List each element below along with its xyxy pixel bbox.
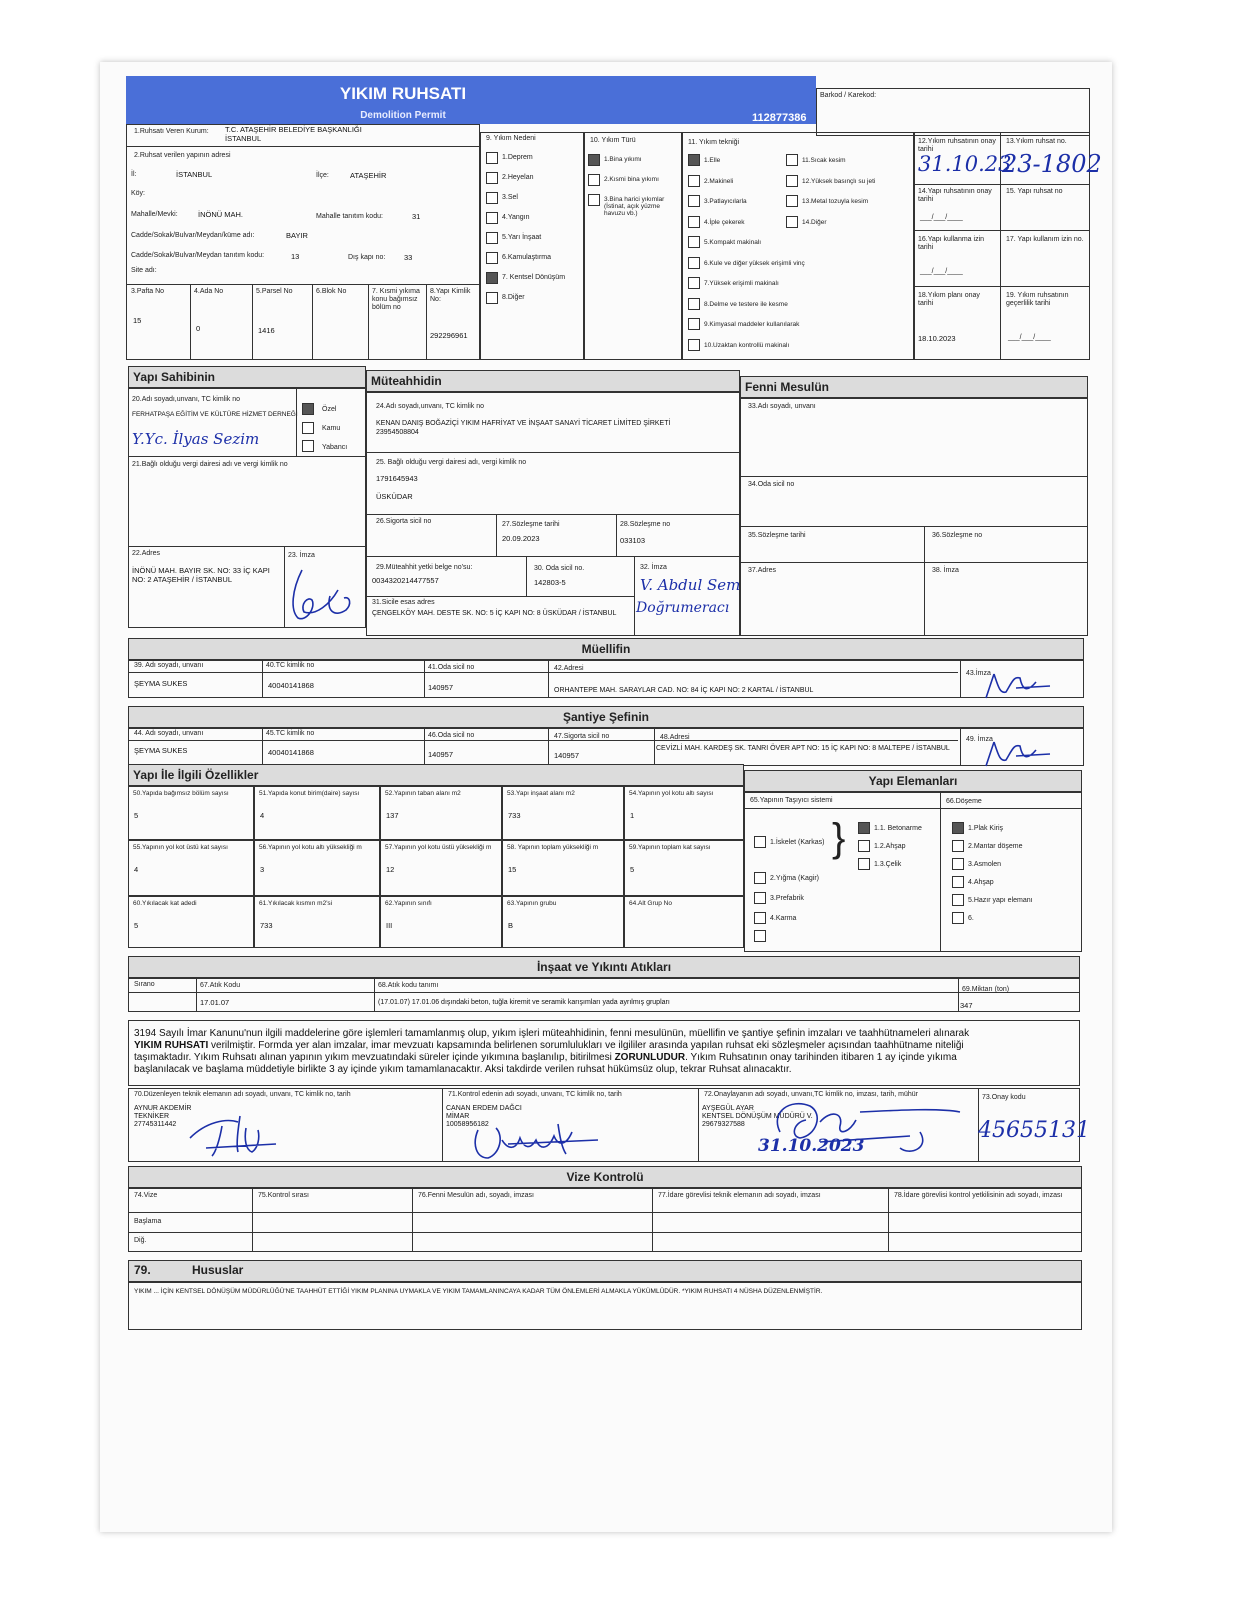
ozellik-cell-value: B (508, 921, 514, 930)
doseme-item: 5.Hazır yapı elemanı (968, 897, 1033, 904)
tasiyici-checkbox[interactable] (754, 892, 766, 904)
f14-blank: ___/___/____ (920, 214, 963, 221)
tasiyici-item: 2.Yığma (Kagir) (770, 875, 820, 882)
f45-value: 40040141868 (268, 748, 314, 757)
iskelet-sub-item: 1.2.Ahşap (874, 843, 906, 850)
ozellik-cell-label: 55.Yapının yol kot üstü kat sayısı (133, 844, 228, 851)
f17-label: 17. Yapı kullanım izin no. (1006, 236, 1084, 243)
f72-title: KENTSEL DÖNÜŞÜM MÜDÜRÜ V. (702, 1113, 813, 1120)
nedeni-block (480, 132, 584, 360)
f46-label: 46.Oda sicil no (428, 732, 475, 739)
mahalle-value: İNÖNÜ MAH. (198, 210, 243, 219)
ozellik-cell-value: 4 (260, 811, 265, 820)
teknik-item: 2.Makineli (704, 177, 734, 185)
f18-value: 18.10.2023 (918, 334, 956, 343)
f39-label: 39. Adı soyadı, unvanı (134, 662, 204, 669)
ada-value: 0 (196, 324, 201, 333)
f21-label: 21.Bağlı olduğu vergi dairesi adı ve vergi kimlik no (132, 461, 288, 468)
tasiyici-checkbox[interactable] (754, 872, 766, 884)
teknik-item: 4.İple çekerek (704, 218, 745, 226)
nedeni-item: 8.Diğer (502, 294, 525, 301)
f68-value: (17.01.07) 17.01.06 dışındaki beton, tuğla kiremit ve seramik karışımları yada ayrılmış grupları (378, 999, 670, 1006)
f2-label: 2.Ruhsat verilen yapının adresi (134, 152, 231, 159)
cadde-kod-label: Cadde/Sokak/Bulvar/Meydan tanıtım kodu: (131, 252, 265, 259)
doseme-item: 6. (968, 915, 974, 922)
kamu-label: Kamu (322, 425, 341, 432)
f71-name: CANAN ERDEM DAĞCI (446, 1105, 522, 1112)
statement-line-4: başlanılacak ve başlama müddetiyle birlikte 3 ay içinde yıkım tamamlanacaktır. Aksi takdirde verilen ruhsat hükümsüz olup, tekrar Ruhsat alınacaktır. (134, 1064, 792, 1075)
ozellik-cell-value: 4 (134, 865, 139, 874)
f1-label: 1.Ruhsatı Veren Kurum: (134, 128, 209, 135)
owner-signature (282, 560, 362, 626)
f32-handwritten-1: V. Abdul Sem (640, 576, 741, 594)
santiye-signature (976, 736, 1056, 770)
f13-handwritten: 23-1802 (1002, 150, 1102, 178)
ilce-value: ATAŞEHİR (350, 171, 387, 180)
ada-label: 4.Ada No (194, 288, 224, 295)
teknik-right-item: 12.Yüksek basınçlı su jeti (802, 177, 876, 185)
nedeni-item: 1.Deprem (502, 154, 533, 161)
statement-line-3a: taşımaktadır. Yıkım Ruhsatı alınan yapının yıkım mevzuatındaki süreler içinde yıkımına başlanılıp, bitirilmesi (134, 1052, 615, 1063)
teknik-right-checkbox[interactable] (786, 175, 798, 187)
pafta-value: 15 (133, 316, 142, 325)
statement-line-2-text: verilmiştir. Formda yer alan imzalar, imar mevzuatı kapsamında belirlenen sorumlulukları ve ilgililer arasında yapılan ruhsat eki sözleşmeler açısından taahhütname niteliği (208, 1040, 964, 1051)
ozellik-cell-label: 61.Yıkılacak kısmın m2'si (259, 900, 333, 907)
f22-value: İNÖNÜ MAH. BAYIR SK. NO: 33 İÇ KAPI NO: 2 ATAŞEHİR / İSTANBUL (132, 566, 270, 584)
f26-label: 26.Sigorta sicil no (376, 518, 432, 525)
f73-handwritten: 45655131 (978, 1118, 1090, 1143)
nedeni-checkbox[interactable] (486, 272, 498, 284)
nedeni-checkbox[interactable] (486, 172, 498, 184)
site-label: Site adı: (131, 267, 157, 274)
yabanci-label: Yabancı (322, 444, 348, 451)
f35-label: 35.Sözleşme tarihi (748, 532, 806, 539)
iskelet-label: 1.İskelet (Karkas) (770, 839, 825, 846)
f47-value: 140957 (554, 751, 580, 760)
turu-checkbox[interactable] (588, 174, 600, 186)
sahip-header: Yapı Sahibinin (128, 366, 366, 388)
kamu-checkbox[interactable] (302, 422, 314, 434)
teknik-right-item: 11.Sıcak kesim (802, 157, 846, 164)
doseme-checkbox[interactable] (952, 912, 964, 924)
statement-line-3b: . Yıkım Ruhsatının onay tarihinden itibaren 1 ay içinde yıkıma (685, 1052, 957, 1063)
nedeni-item: 4.Yangın (502, 214, 530, 221)
teknik-checkbox[interactable] (688, 216, 700, 228)
teknik-right-checkbox[interactable] (786, 195, 798, 207)
teknik-checkbox[interactable] (688, 298, 700, 310)
tasiyici-item: 3.Prefabrik (770, 895, 804, 902)
ozellik-cell-label: 51.Yapıda konut birim(daire) sayısı (259, 790, 360, 797)
f42-label: 42.Adresi (554, 665, 584, 672)
f36-label: 36.Sözleşme no (932, 532, 983, 539)
ozellik-cell-value: 733 (508, 811, 521, 820)
f13-label: 13.Yıkım ruhsat no. (1006, 138, 1067, 145)
f16-label: 16.Yapı kullanma izin tarihi (918, 236, 985, 251)
ozellik-cell-label: 64.Alt Grup No (629, 900, 672, 907)
f19-label: 19. Yıkım ruhsatının geçerlilik tarihi (1006, 292, 1069, 307)
f48-value: CEVİZLİ MAH. KARDEŞ SK. TANRI ÖVER APT NO: 15 İÇ KAPI NO: 8 MALTEPE / İSTANBUL (656, 745, 950, 752)
atiklar-header: İnşaat ve Yıkıntı Atıkları (128, 956, 1080, 978)
nedeni-item: 3.Sel (502, 194, 518, 201)
nedeni-checkbox[interactable] (486, 232, 498, 244)
turu-item: 2.Kısmi bina yıkımı (604, 176, 659, 183)
ozellik-cell-label: 56.Yapının yol kotu altı yüksekliği m (259, 844, 362, 851)
f72-name: AYŞEGÜL AYAR (702, 1105, 754, 1112)
kimlik-label: 8.Yapı Kimlik No: (430, 288, 471, 303)
nedeni-item: 5.Yarı İnşaat (502, 234, 542, 241)
ozel-label: Özel (322, 406, 337, 413)
f74-label: 74.Vize (134, 1192, 158, 1199)
ozel-checkbox[interactable] (302, 403, 314, 415)
form-subtitle: Demolition Permit (360, 110, 446, 121)
teknik-item: 8.Delme ve testere ile kesme (704, 300, 788, 308)
hususlar-header (128, 1260, 1082, 1282)
vize-row-baslama: Başlama (134, 1218, 162, 1225)
f34-label: 34.Oda sicil no (748, 481, 795, 488)
f44-label: 44. Adı soyadı, unvanı (134, 730, 204, 737)
teknik-checkbox[interactable] (688, 257, 700, 269)
doseme-checkbox[interactable] (952, 822, 964, 834)
f78-label: 78.İdare görevlisi kontrol yetkilisinin adı soyadı, imzası (894, 1192, 1063, 1199)
f20-value: FERHATPAŞA EĞİTİM VE KÜLTÜRE HİZMET DERNEĞİ (132, 411, 298, 418)
f38-label: 38. İmza (932, 567, 959, 574)
f29-label: 29.Müteahhit yetki belge no'su: (376, 564, 473, 571)
statement-text (134, 1028, 1078, 1076)
turu-item: 3.Bina harici yıkımlar (İstinat, açık yüzme havuzu vb.) (604, 196, 665, 217)
f49-label: 49. İmza (966, 736, 993, 743)
f70-name: AYNUR AKDEMİR (134, 1105, 192, 1112)
statement-bold-2: ZORUNLUDUR (614, 1052, 686, 1063)
iskelet-sub-item: 1.3.Çelik (874, 861, 902, 868)
doseme-checkbox[interactable] (952, 840, 964, 852)
f41-label: 41.Oda sicil no (428, 664, 475, 671)
ozellik-cell-value: 733 (260, 921, 273, 930)
muellif-signature (976, 668, 1056, 702)
f72-date-handwritten: 31.10.2023 (758, 1136, 865, 1156)
iskelet-sub-checkbox[interactable] (858, 840, 870, 852)
ilce-label: İlçe: (316, 172, 329, 179)
f70-title: TEKNİKER (134, 1113, 170, 1120)
f40-label: 40.TC kimlik no (266, 662, 315, 669)
doseme-checkbox[interactable] (952, 858, 964, 870)
f32-handwritten-2: Doğrumeracı (636, 600, 730, 616)
hususlar-title: Hususlar (192, 1263, 244, 1277)
il-label: İl: (131, 171, 137, 178)
nedeni-checkbox[interactable] (486, 252, 498, 264)
form-title: YIKIM RUHSATI (339, 84, 467, 103)
f40-value: 40040141868 (268, 681, 314, 690)
statement-bold-1: YIKIM RUHSATI (134, 1040, 209, 1051)
doseme-item: 2.Mantar döşeme (968, 843, 1023, 850)
ozellik-cell-label: 57.Yapının yol kotu üstü yüksekliği m (385, 844, 492, 851)
f29-value: 0034320214477557 (372, 576, 439, 585)
f73-label: 73.Onay kodu (982, 1094, 1026, 1101)
f28-label: 28.Sözleşme no (620, 521, 671, 528)
f70-id: 27745311442 (134, 1121, 177, 1128)
vize-row-diger: Diğ. (134, 1237, 147, 1244)
f45-label: 45.TC kimlik no (266, 730, 315, 737)
ozellik-cell-label: 50.Yapıda bağımsız bölüm sayısı (133, 790, 229, 797)
ozellik-cell-label: 59.Yapının toplam kat sayısı (629, 844, 711, 851)
f27-value: 20.09.2023 (502, 534, 540, 543)
parsel-label: 5.Parsel No (256, 288, 293, 295)
kismi-label: 7. Kısmi yıkıma konu bağımsız bölüm no (372, 288, 420, 311)
ozellik-cell-label: 60.Yıkılacak kat adedi (133, 900, 197, 907)
doseme-item: 3.Asmolen (968, 861, 1002, 868)
f14-label: 14.Yapı ruhsatının onay tarihi (918, 188, 992, 203)
nedeni-label: 9. Yıkım Nedeni (486, 135, 536, 142)
f32-label: 32. İmza (640, 564, 667, 571)
statement-line-2 (134, 1040, 1078, 1052)
ozellik-cell-label: 54.Yapının yol kotu altı sayısı (629, 790, 714, 797)
f65-label: 65.Yapının Taşıyıcı sistemi (750, 797, 833, 804)
f15-label: 15. Yapı ruhsat no (1006, 188, 1063, 195)
f67-label: 67.Atık Kodu (200, 982, 241, 989)
dis-kapi-label: Dış kapı no: (348, 254, 386, 261)
elemanlar-header: Yapı Elemanları (744, 770, 1082, 792)
turu-block (584, 132, 682, 360)
tasiyici-item: 4.Karma (770, 915, 797, 922)
ozellik-cell-label: 53.Yapı inşaat alanı m2 (507, 790, 575, 797)
f12-label: 12.Yıkım ruhsatının onay tarihi (918, 138, 996, 153)
ozellik-cell-label: 63.Yapının grubu (507, 900, 557, 907)
f19-blank: ___/___/____ (1008, 334, 1051, 341)
f27-label: 27.Sözleşme tarihi (502, 521, 560, 528)
santiye-header: Şantiye Şefinin (128, 706, 1084, 728)
turu-label: 10. Yıkım Türü (590, 137, 636, 144)
f42-value: ORHANTEPE MAH. SARAYLAR CAD. NO: 84 İÇ KAPI NO: 2 KARTAL / İSTANBUL (554, 687, 814, 694)
hususlar-number: 79. (134, 1263, 151, 1277)
teknik-checkbox[interactable] (688, 277, 700, 289)
turu-checkbox[interactable] (588, 154, 600, 166)
f39-value: ŞEYMA SUKES (134, 679, 188, 688)
teknik-checkbox[interactable] (688, 236, 700, 248)
f22-label: 22.Adres (132, 550, 161, 557)
f70-label: 70.Düzenleyen teknik elemanın adı soyadı, unvanı, TC kimlik no, tarih (134, 1091, 351, 1098)
mahalle-kod-value: 31 (412, 212, 421, 221)
iskelet-sub-checkbox[interactable] (858, 822, 870, 834)
teknik-item: 6.Kule ve diğer yüksek erişimli vinç (704, 259, 805, 267)
f47-label: 47.Sigorta sicil no (554, 733, 610, 740)
brace-symbol: } (832, 816, 846, 860)
teknik-checkbox[interactable] (688, 195, 700, 207)
ozellik-cell-value: 5 (134, 811, 139, 820)
ozellik-cell-label: 62.Yapının sınıfı (385, 900, 432, 907)
statement-line-1: 3194 Sayılı İmar Kanunu'nun ilgili maddelerine göre işlemleri tamamlanmış olup, yıkım işleri müteahhidinin, fenni mesulünün, müellifin ve şantiye şefinin imzaları ve taahhütnameleri alınarak (134, 1028, 970, 1039)
cadde-label: Cadde/Sokak/Bulvar/Meydan/küme adı: (131, 232, 255, 239)
mahalle-kod-label: Mahalle tanıtım kodu: (316, 213, 383, 220)
il-value: İSTANBUL (176, 170, 213, 179)
sirano-label: Sırano (134, 981, 155, 988)
teknik-right-checkbox[interactable] (786, 154, 798, 166)
ozellik-cell-value: 5 (134, 921, 139, 930)
teknik-item: 7.Yüksek erişimli makinalı (704, 280, 779, 287)
iskelet-sub-checkbox[interactable] (858, 858, 870, 870)
ozellik-cell-label: 52.Yapının taban alanı m2 (385, 790, 461, 797)
f16-blank: ___/___/____ (920, 268, 963, 275)
barcode-label: Barkod / Karekod: (820, 92, 877, 99)
ozellik-cell-value: 3 (260, 865, 265, 874)
mahalle-label: Mahalle/Mevki: (131, 211, 178, 218)
cadde-kod-value: 13 (291, 252, 300, 261)
f71-id: 10058956182 (446, 1121, 489, 1128)
f69-label: 69.Miktarı (ton) (962, 986, 1010, 993)
f70-signature (186, 1108, 296, 1160)
teknik-item: 5.Kompakt makinalı (704, 239, 762, 246)
f67-value: 17.01.07 (200, 998, 230, 1007)
f43-label: 43.İmza (966, 670, 991, 677)
doseme-checkbox[interactable] (952, 894, 964, 906)
teknik-right-checkbox[interactable] (786, 216, 798, 228)
f25-label: 25. Bağlı olduğu vergi dairesi adı, vergi kimlik no (376, 459, 527, 466)
nedeni-checkbox[interactable] (486, 212, 498, 224)
f20-label: 20.Adı soyadı,unvanı, TC kimlik no (132, 396, 241, 403)
tasiyici-extra-checkbox[interactable] (754, 930, 766, 942)
kimlik-value: 292296961 (430, 331, 468, 340)
nedeni-checkbox[interactable] (486, 292, 498, 304)
f44-value: ŞEYMA SUKES (134, 746, 188, 755)
teknik-checkbox[interactable] (688, 339, 700, 351)
teknik-item: 9.Kimyasal maddeler kullanılarak (704, 321, 800, 328)
f25-daire: ÜSKÜDAR (376, 492, 413, 501)
ozellik-cell-value: 12 (386, 865, 395, 874)
f48-label: 48.Adresi (660, 734, 690, 741)
turu-item: 1.Bina yıkımı (604, 156, 642, 163)
iskelet-checkbox[interactable] (754, 836, 766, 848)
teknik-right-item: 14.Diğer (802, 218, 827, 226)
teknik-checkbox[interactable] (688, 154, 700, 166)
parsel-value: 1416 (258, 326, 275, 335)
f25-no: 1791645943 (376, 474, 418, 483)
f28-value: 033103 (620, 536, 646, 545)
elemanlar-block (744, 792, 1082, 952)
f31-label: 31.Sicile esas adres (372, 599, 435, 606)
f46-value: 140957 (428, 750, 454, 759)
turu-checkbox[interactable] (588, 194, 600, 206)
muteahhit-header: Müteahhidin (366, 370, 740, 392)
muellif-header: Müellifin (128, 638, 1084, 660)
f71-signature (468, 1110, 608, 1162)
doseme-item: 1.Plak Kiriş (968, 825, 1004, 832)
f76-label: 76.Fenni Mesulün adı, soyadı, imzası (418, 1192, 534, 1199)
permit-number: 112877386 (752, 112, 807, 124)
f75-label: 75.Kontrol sırası (258, 1192, 309, 1199)
f20-handwritten: Y.Yc. İlyas Sezim (132, 430, 260, 448)
cadde-value: BAYIR (286, 231, 308, 240)
f71-label: 71.Kontrol edenin adı soyadı, unvanı, TC kimlik no, tarih (448, 1091, 622, 1098)
f24-label: 24.Adı soyadı,unvanı, TC kimlik no (376, 403, 485, 410)
hususlar-text: YIKIM ... İÇİN KENTSEL DÖNÜŞÜM MÜDÜRLÜĞÜ'NE TAAHHÜT ETTİĞİ YIKIM PLANINA UYMAKLA VE YIKIM TAMAMLANINCAYA KADAR TÜM ÖNLEMLERİ ALMAKLA YÜKÜMLÜDÜR. *YIKIM RUHSATI 4 NÜSHA DÜZENLENMİŞTİR. (134, 1288, 823, 1295)
doseme-item: 4.Ahşap (968, 879, 994, 886)
teknik-item: 1.Elle (704, 157, 721, 164)
teknik-checkbox[interactable] (688, 175, 700, 187)
f69-value: 347 (960, 1001, 973, 1010)
f77-label: 77.İdare görevlisi teknik elemanın adı soyadı, imzası (658, 1192, 821, 1199)
teknik-checkbox[interactable] (688, 318, 700, 330)
doseme-checkbox[interactable] (952, 876, 964, 888)
f30-value: 142803-5 (534, 578, 566, 587)
koy-label: Köy: (131, 190, 146, 197)
ozellik-cell-value: III (386, 921, 393, 930)
teknik-item: 10.Uzaktan kontrollü makinalı (704, 341, 790, 349)
f31-value: ÇENGELKÖY MAH. DESTE SK. NO: 5 İÇ KAPI NO: 8 ÜSKÜDAR / İSTANBUL (372, 610, 617, 617)
nedeni-item: 6.Kamulaştırma (502, 254, 552, 261)
f66-label: 66.Döşeme (946, 798, 982, 805)
nedeni-checkbox[interactable] (486, 152, 498, 164)
f41-value: 140957 (428, 683, 454, 692)
f30-label: 30. Oda sicil no. (534, 565, 585, 572)
nedeni-checkbox[interactable] (486, 192, 498, 204)
statement-line-3 (134, 1052, 1078, 1064)
ozellik-cell-value: 15 (508, 865, 517, 874)
vize-header: Vize Kontrolü (128, 1166, 1082, 1188)
f33-label: 33.Adı soyadı, unvanı (748, 403, 816, 410)
ozellik-cell-value: 137 (386, 811, 399, 820)
ozellik-cell-value: 5 (630, 865, 635, 874)
teknik-right-item: 13.Metal tozuyla kesim (802, 198, 869, 205)
nedeni-item: 2.Heyelan (502, 174, 534, 181)
f12-handwritten: 31.10.23 (918, 152, 1012, 176)
ozellik-cell-value: 1 (630, 811, 635, 820)
nedeni-item: 7. Kentsel Dönüşüm (502, 274, 566, 281)
tasiyici-checkbox[interactable] (754, 912, 766, 924)
fenni-header: Fenni Mesulün (740, 376, 1088, 398)
pafta-label: 3.Pafta No (131, 288, 165, 295)
ozellik-cell-label: 58. Yapının toplam yüksekliği m (507, 844, 599, 851)
fenni-block (740, 398, 1088, 636)
f68-label: 68.Atık kodu tanımı (378, 982, 439, 989)
teknik-label: 11. Yıkım tekniği (688, 139, 740, 146)
f24-id: 23954508804 (376, 429, 419, 436)
f23-label: 23. İmza (288, 552, 315, 559)
ozellik-header: Yapı İle İlgili Özellikler (128, 764, 744, 786)
iskelet-sub-item: 1.1. Betonarme (874, 825, 922, 832)
f18-label: 18.Yıkım planı onay tarihi (918, 292, 980, 307)
teknik-item: 3.Patlayıcılarla (704, 198, 747, 205)
yabanci-checkbox[interactable] (302, 440, 314, 452)
blok-label: 6.Blok No (316, 288, 347, 295)
f72-label: 72.Onaylayanın adı soyadı, unvanı,TC kimlik no, imzası, tarih, mühür (704, 1091, 918, 1098)
f37-label: 37.Adres (748, 567, 777, 574)
f71-title: MİMAR (446, 1113, 470, 1120)
f1-value: T.C. ATAŞEHİR BELEDİYE BAŞKANLIĞI İSTANBUL (225, 125, 362, 143)
f24-value: KENAN DANIŞ BOĞAZİÇİ YIKIM HAFRİYAT VE İNŞAAT SANAYİ TİCARET LİMİTED ŞİRKETİ (376, 420, 671, 427)
dis-kapi-value: 33 (404, 253, 413, 262)
f72-id: 29679327588 (702, 1121, 745, 1128)
